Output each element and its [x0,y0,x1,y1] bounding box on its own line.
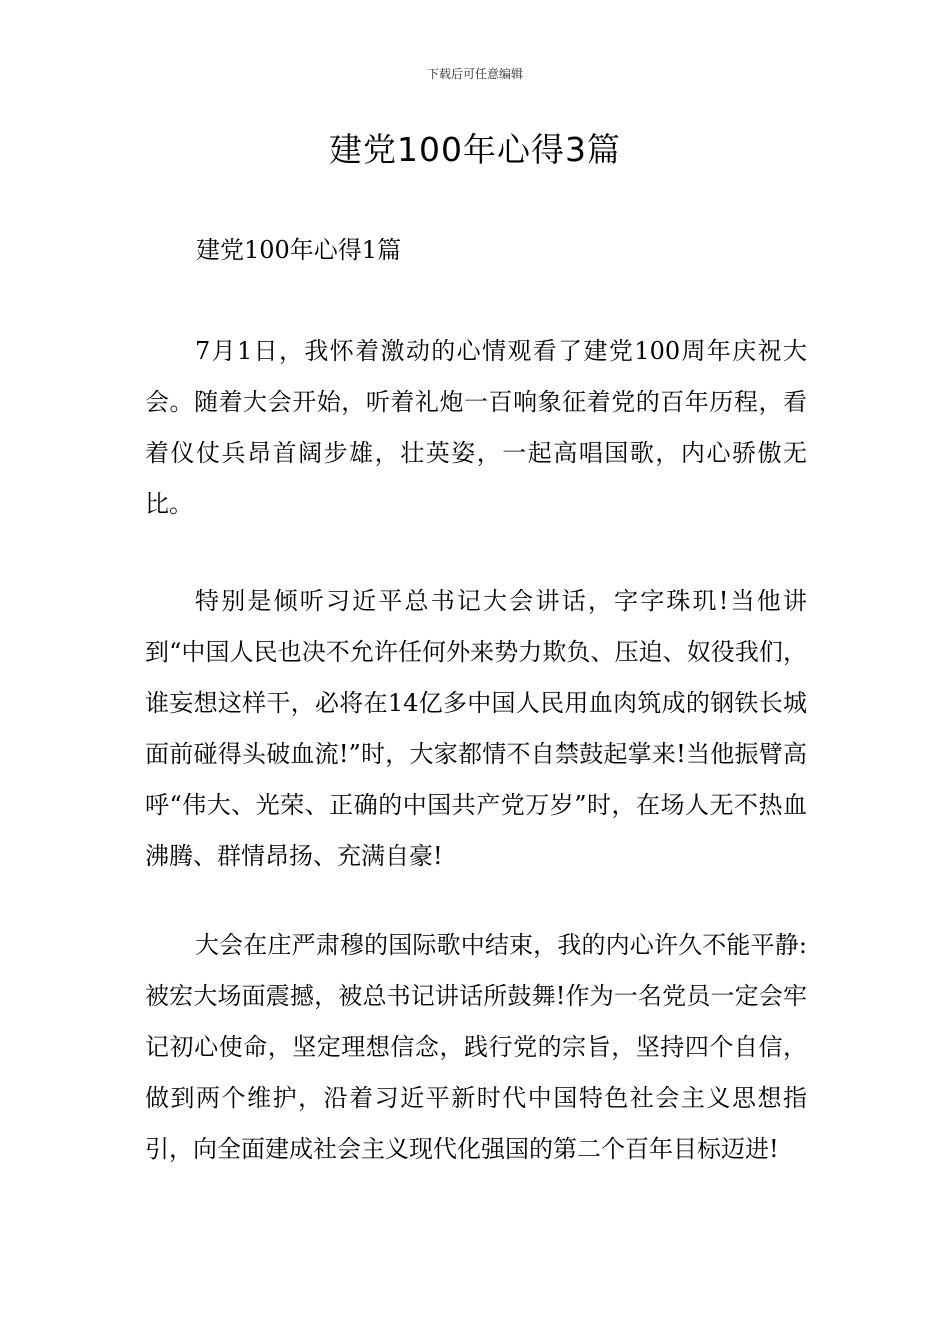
section-heading: 建党100年心得1篇 [196,236,402,264]
paragraph-2: 特别是倾听习近平总书记大会讲话，字字珠玑!当他讲到“中国人民也决不允许任何外来势力欺负、压迫、奴役我们，谁妄想这样干，必将在14亿多中国人民用血肉筑成的钢铁长城面前碰得头破血流!”时，大家都情不自禁鼓起掌来!当他振臂高呼“伟大、光荣、正确的中国共产党万岁”时，在场人无不热血沸腾、群情昂扬、充满自豪! [145,587,807,870]
paragraph-3: 大会在庄严肃穆的国际歌中结束，我的内心许久不能平静:被宏大场面震撼，被总书记讲话所鼓舞!作为一名党员一定会牢记初心使命，坚定理想信念，践行党的宗旨，坚持四个自信，做到两个维护，沿着习近平新时代中国特色社会主义思想指引，向全面建成社会主义现代化强国的第二个百年目标迈进! [145,931,807,1163]
paragraph-1: 7月1日，我怀着激动的心情观看了建党100周年庆祝大会。随着大会开始，听着礼炮一百响象征着党的百年历程，看着仪仗兵昂首阔步雄，壮英姿，一起高唱国歌，内心骄傲无比。 [145,337,807,518]
document-title: 建党100年心得3篇 [329,130,621,169]
header-note: 下载后可任意编辑 [426,67,523,81]
